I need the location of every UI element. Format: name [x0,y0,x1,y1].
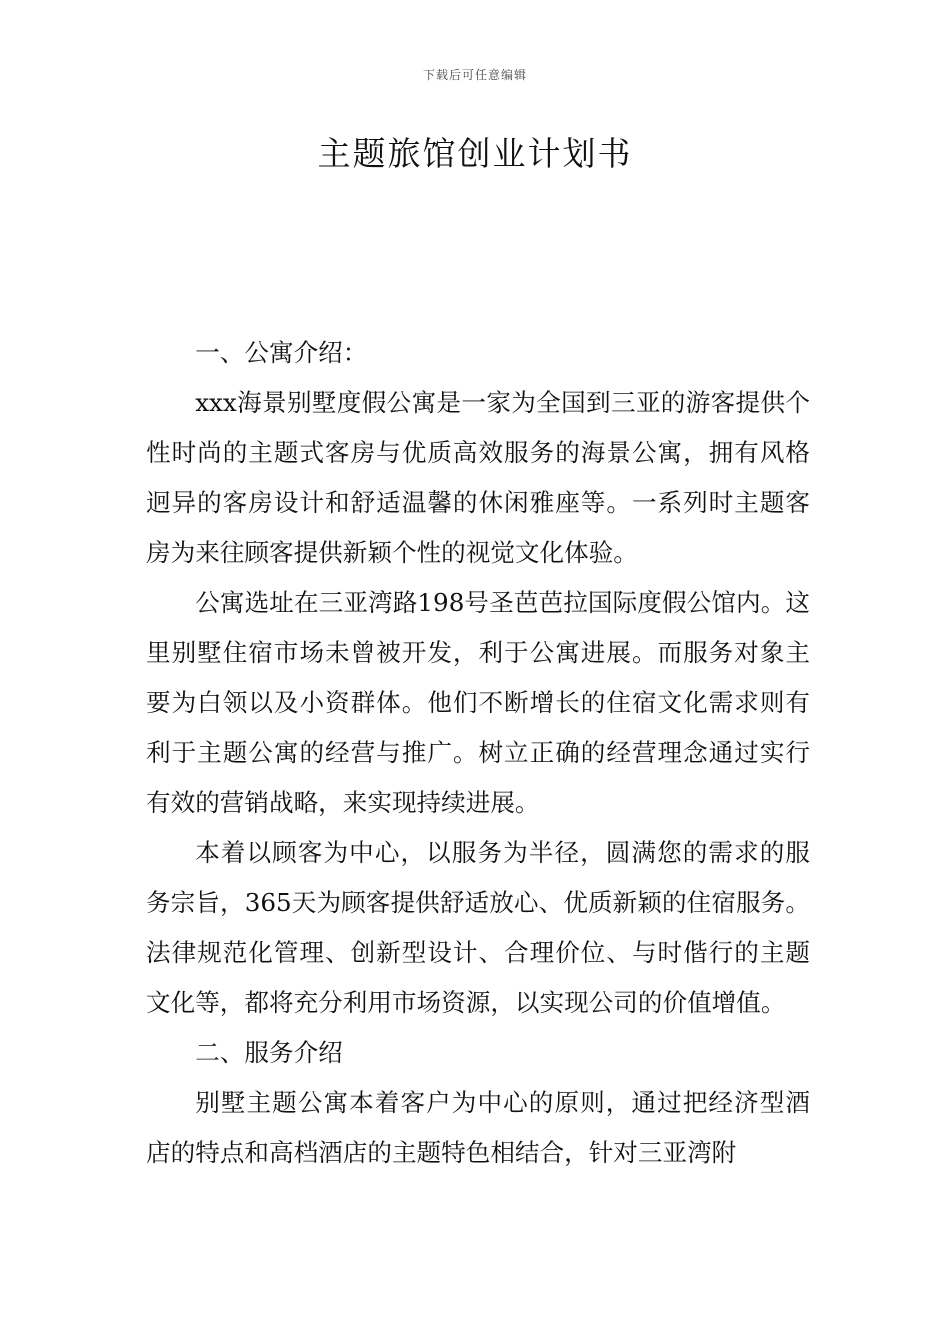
paragraph: 别墅主题公寓本着客户为中心的原则，通过把经济型酒店的特点和高档酒店的主题特色相结合，针对三亚湾附 [146,1088,810,1167]
paragraph: 公寓选址在三亚湾路198号圣芭芭拉国际度假公馆内。这里别墅住宿市场未曾被开发，利于公寓进展。而服务对象主要为白领以及小资群体。他们不断增长的住宿文化需求则有利于主题公寓的经营与推广。树立正确的经营理念通过实行有效的营销战略，来实现持续进展。 [146,588,810,817]
paragraph: 本着以顾客为中心，以服务为半径，圆满您的需求的服务宗旨，365天为顾客提供舒适放心、优质新颖的住宿服务。法律规范化管理、创新型设计、合理价位、与时偕行的主题文化等，都将充分利用市场资源，以实现公司的价值增值。 [146,838,810,1017]
paragraph: xxx海景别墅度假公寓是一家为全国到三亚的游客提供个性时尚的主题式客房与优质高效服务的海景公寓，拥有风格迥异的客房设计和舒适温馨的休闲雅座等。一系列时主题客房为来往顾客提供新颖个性的视觉文化体验。 [146,388,810,567]
section-heading-service-intro: 二、服务介绍 [195,1038,343,1067]
section-heading-apartment-intro: 一、公寓介绍： [195,338,368,367]
header-note: 下载后可任意编辑 [422,68,527,82]
document-title: 主题旅馆创业计划书 [317,134,633,173]
document-body [146,328,810,1178]
